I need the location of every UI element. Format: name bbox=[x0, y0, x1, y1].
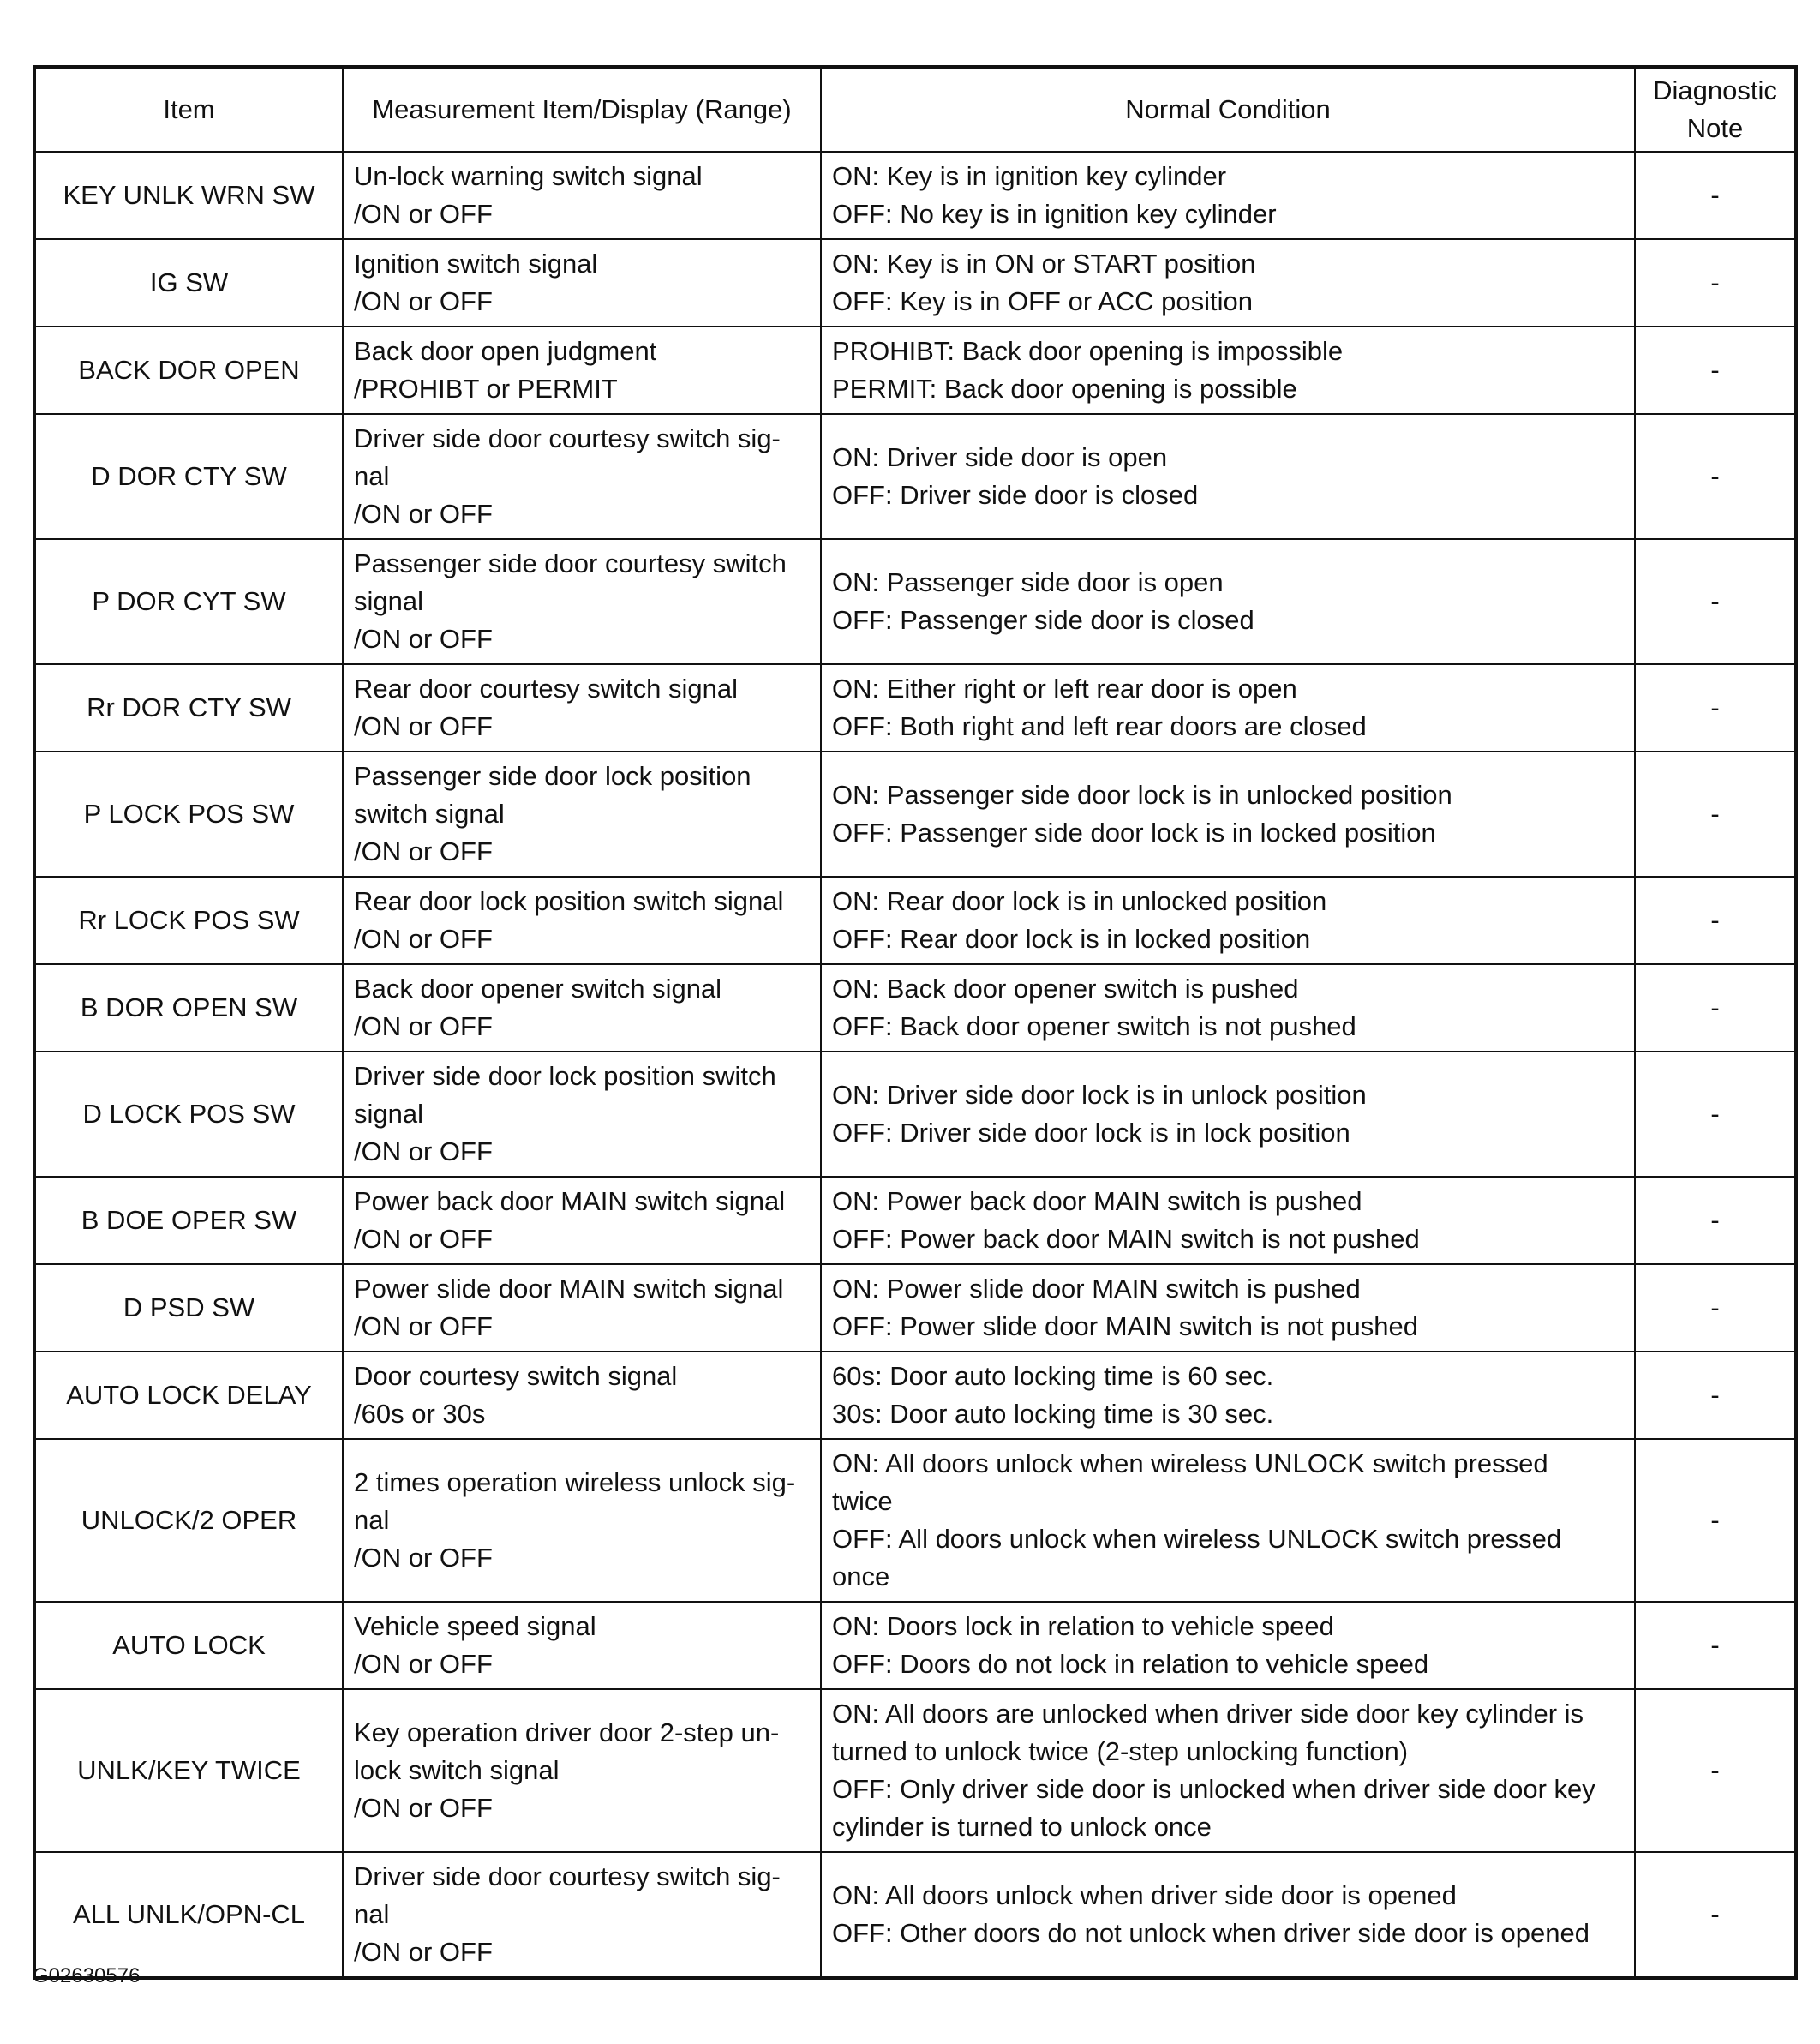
item-cell: UNLK/KEY TWICE bbox=[34, 1689, 343, 1852]
note-cell: - bbox=[1635, 414, 1796, 539]
condition-line: ON: Power slide door MAIN switch is pushed bbox=[832, 1274, 1361, 1304]
measurement-line: Un-lock warning switch signal bbox=[354, 161, 703, 191]
condition-cell bbox=[821, 877, 1635, 964]
measurement-line: lock switch signal bbox=[354, 1755, 560, 1785]
note-cell: - bbox=[1635, 877, 1796, 964]
table-row bbox=[34, 1352, 1796, 1439]
measurement-cell bbox=[343, 1689, 821, 1852]
condition-line: ON: All doors unlock when wireless UNLOCK switch pressed bbox=[832, 1448, 1548, 1478]
measurement-cell bbox=[343, 664, 821, 752]
header-note-line: Diagnostic bbox=[1653, 75, 1777, 105]
measurement-line: /ON or OFF bbox=[354, 924, 493, 954]
measurement-cell bbox=[343, 1852, 821, 1978]
header-condition: Normal Condition bbox=[821, 67, 1635, 152]
measurement-cell bbox=[343, 1602, 821, 1689]
measurement-line: signal bbox=[354, 1099, 423, 1129]
measurement-line: /ON or OFF bbox=[354, 624, 493, 654]
measurement-line: Vehicle speed signal bbox=[354, 1611, 596, 1641]
measurement-line: switch signal bbox=[354, 799, 505, 829]
condition-cell bbox=[821, 239, 1635, 327]
note-cell: - bbox=[1635, 1352, 1796, 1439]
condition-line: 30s: Door auto locking time is 30 sec. bbox=[832, 1399, 1274, 1429]
item-cell: B DOE OPER SW bbox=[34, 1177, 343, 1264]
note-cell: - bbox=[1635, 1439, 1796, 1602]
condition-line: OFF: All doors unlock when wireless UNLOCK switch pressed bbox=[832, 1524, 1562, 1554]
table-row bbox=[34, 964, 1796, 1052]
table-row bbox=[34, 1264, 1796, 1352]
table-row bbox=[34, 1602, 1796, 1689]
measurement-line: Back door open judgment bbox=[354, 336, 657, 366]
condition-line: ON: Rear door lock is in unlocked position bbox=[832, 886, 1327, 916]
measurement-line: nal bbox=[354, 461, 390, 491]
measurement-line: Driver side door courtesy switch sig- bbox=[354, 423, 781, 453]
measurement-line: /ON or OFF bbox=[354, 1937, 493, 1967]
measurement-line: Rear door lock position switch signal bbox=[354, 886, 784, 916]
measurement-line: /ON or OFF bbox=[354, 711, 493, 741]
condition-line: OFF: Rear door lock is in locked position bbox=[832, 924, 1311, 954]
note-cell: - bbox=[1635, 964, 1796, 1052]
header-item: Item bbox=[34, 67, 343, 152]
item-cell: D LOCK POS SW bbox=[34, 1052, 343, 1177]
condition-line: OFF: Doors do not lock in relation to vehicle speed bbox=[832, 1649, 1429, 1679]
note-cell: - bbox=[1635, 152, 1796, 239]
measurement-line: Passenger side door courtesy switch bbox=[354, 548, 787, 578]
condition-line: ON: Passenger side door lock is in unlocked position bbox=[832, 780, 1452, 810]
condition-line: OFF: Key is in OFF or ACC position bbox=[832, 286, 1253, 316]
measurement-line: /PROHIBT or PERMIT bbox=[354, 374, 618, 404]
measurement-line: /60s or 30s bbox=[354, 1399, 486, 1429]
condition-line: OFF: Driver side door is closed bbox=[832, 480, 1199, 510]
note-cell: - bbox=[1635, 1177, 1796, 1264]
measurement-line: signal bbox=[354, 586, 423, 616]
note-cell: - bbox=[1635, 239, 1796, 327]
table-row bbox=[34, 327, 1796, 414]
condition-cell bbox=[821, 414, 1635, 539]
measurement-line: Power back door MAIN switch signal bbox=[354, 1186, 786, 1216]
condition-line: OFF: Passenger side door lock is in locked position bbox=[832, 818, 1436, 848]
measurement-cell bbox=[343, 239, 821, 327]
table-row bbox=[34, 239, 1796, 327]
note-cell: - bbox=[1635, 1052, 1796, 1177]
measurement-cell bbox=[343, 152, 821, 239]
condition-cell bbox=[821, 1177, 1635, 1264]
measurement-line: nal bbox=[354, 1505, 390, 1535]
table-body bbox=[34, 152, 1796, 1978]
measurement-line: nal bbox=[354, 1899, 390, 1929]
table-row bbox=[34, 1689, 1796, 1852]
table-row bbox=[34, 1177, 1796, 1264]
header-note bbox=[1635, 67, 1796, 152]
note-cell: - bbox=[1635, 1264, 1796, 1352]
measurement-cell bbox=[343, 877, 821, 964]
measurement-line: Driver side door courtesy switch sig- bbox=[354, 1861, 781, 1891]
measurement-line: /ON or OFF bbox=[354, 199, 493, 229]
measurement-line: Power slide door MAIN switch signal bbox=[354, 1274, 784, 1304]
condition-line: ON: Power back door MAIN switch is pushed bbox=[832, 1186, 1362, 1216]
condition-line: once bbox=[832, 1561, 890, 1591]
condition-line: ON: Key is in ON or START position bbox=[832, 249, 1256, 279]
note-cell: - bbox=[1635, 752, 1796, 877]
table-row bbox=[34, 877, 1796, 964]
condition-line: OFF: Other doors do not unlock when driver side door is opened bbox=[832, 1918, 1590, 1948]
header-measurement: Measurement Item/Display (Range) bbox=[343, 67, 821, 152]
condition-line: ON: Passenger side door is open bbox=[832, 567, 1224, 597]
table-row bbox=[34, 539, 1796, 664]
condition-cell bbox=[821, 152, 1635, 239]
measurement-cell bbox=[343, 1177, 821, 1264]
condition-cell bbox=[821, 1352, 1635, 1439]
measurement-line: /ON or OFF bbox=[354, 286, 493, 316]
item-cell: UNLOCK/2 OPER bbox=[34, 1439, 343, 1602]
figure-code: G02630576 bbox=[33, 1964, 141, 1987]
measurement-line: /ON or OFF bbox=[354, 1649, 493, 1679]
item-cell: KEY UNLK WRN SW bbox=[34, 152, 343, 239]
condition-line: cylinder is turned to unlock once bbox=[832, 1812, 1212, 1842]
item-cell: Rr DOR CTY SW bbox=[34, 664, 343, 752]
condition-line: ON: Doors lock in relation to vehicle speed bbox=[832, 1611, 1334, 1641]
condition-cell bbox=[821, 539, 1635, 664]
note-cell: - bbox=[1635, 664, 1796, 752]
measurement-line: Passenger side door lock position bbox=[354, 761, 751, 791]
condition-line: PERMIT: Back door opening is possible bbox=[832, 374, 1297, 404]
table-row bbox=[34, 152, 1796, 239]
condition-cell bbox=[821, 1602, 1635, 1689]
measurement-cell bbox=[343, 1439, 821, 1602]
table-row bbox=[34, 414, 1796, 539]
table-row bbox=[34, 664, 1796, 752]
condition-line: PROHIBT: Back door opening is impossible bbox=[832, 336, 1344, 366]
condition-line: ON: Driver side door is open bbox=[832, 442, 1168, 472]
condition-line: OFF: Only driver side door is unlocked when driver side door key bbox=[832, 1774, 1595, 1804]
condition-cell bbox=[821, 1052, 1635, 1177]
condition-cell bbox=[821, 1852, 1635, 1978]
item-cell: BACK DOR OPEN bbox=[34, 327, 343, 414]
measurement-cell bbox=[343, 1264, 821, 1352]
measurement-line: /ON or OFF bbox=[354, 1311, 493, 1341]
condition-line: OFF: Back door opener switch is not pushed bbox=[832, 1011, 1356, 1041]
condition-line: twice bbox=[832, 1486, 893, 1516]
note-cell: - bbox=[1635, 539, 1796, 664]
header-note-line: Note bbox=[1686, 113, 1744, 143]
condition-line: OFF: No key is in ignition key cylinder bbox=[832, 199, 1277, 229]
measurement-line: Key operation driver door 2-step un- bbox=[354, 1717, 780, 1747]
table-row bbox=[34, 1439, 1796, 1602]
measurement-cell bbox=[343, 752, 821, 877]
condition-line: OFF: Power slide door MAIN switch is not pushed bbox=[832, 1311, 1418, 1341]
item-cell: AUTO LOCK DELAY bbox=[34, 1352, 343, 1439]
measurement-cell bbox=[343, 327, 821, 414]
condition-cell bbox=[821, 327, 1635, 414]
measurement-line: Door courtesy switch signal bbox=[354, 1361, 678, 1391]
condition-cell bbox=[821, 964, 1635, 1052]
measurement-line: Rear door courtesy switch signal bbox=[354, 674, 738, 704]
note-cell: - bbox=[1635, 1852, 1796, 1978]
measurement-line: /ON or OFF bbox=[354, 836, 493, 866]
item-cell: B DOR OPEN SW bbox=[34, 964, 343, 1052]
measurement-line: Back door opener switch signal bbox=[354, 974, 722, 1004]
condition-line: ON: All doors are unlocked when driver side door key cylinder is bbox=[832, 1699, 1584, 1729]
table-row bbox=[34, 1052, 1796, 1177]
condition-line: ON: Key is in ignition key cylinder bbox=[832, 161, 1227, 191]
item-cell: P DOR CYT SW bbox=[34, 539, 343, 664]
measurement-line: /ON or OFF bbox=[354, 1793, 493, 1823]
condition-line: ON: Back door opener switch is pushed bbox=[832, 974, 1299, 1004]
condition-cell bbox=[821, 1689, 1635, 1852]
table-row bbox=[34, 1852, 1796, 1978]
measurement-line: Driver side door lock position switch bbox=[354, 1061, 776, 1091]
measurement-line: /ON or OFF bbox=[354, 1224, 493, 1254]
diagnostic-table bbox=[33, 65, 1798, 1980]
table-header-row bbox=[34, 67, 1796, 152]
condition-cell bbox=[821, 664, 1635, 752]
item-cell: D DOR CTY SW bbox=[34, 414, 343, 539]
condition-cell bbox=[821, 752, 1635, 877]
measurement-line: /ON or OFF bbox=[354, 1136, 493, 1166]
condition-line: OFF: Both right and left rear doors are closed bbox=[832, 711, 1367, 741]
item-cell: P LOCK POS SW bbox=[34, 752, 343, 877]
item-cell: AUTO LOCK bbox=[34, 1602, 343, 1689]
measurement-line: /ON or OFF bbox=[354, 1011, 493, 1041]
measurement-cell bbox=[343, 964, 821, 1052]
condition-line: OFF: Power back door MAIN switch is not pushed bbox=[832, 1224, 1420, 1254]
measurement-line: /ON or OFF bbox=[354, 1543, 493, 1573]
item-cell: IG SW bbox=[34, 239, 343, 327]
condition-cell bbox=[821, 1439, 1635, 1602]
item-cell: D PSD SW bbox=[34, 1264, 343, 1352]
measurement-line: Ignition switch signal bbox=[354, 249, 598, 279]
condition-line: OFF: Driver side door lock is in lock position bbox=[832, 1118, 1350, 1148]
measurement-line: 2 times operation wireless unlock sig- bbox=[354, 1467, 796, 1497]
note-cell: - bbox=[1635, 1602, 1796, 1689]
condition-line: ON: All doors unlock when driver side door is opened bbox=[832, 1880, 1457, 1910]
condition-line: ON: Driver side door lock is in unlock position bbox=[832, 1080, 1367, 1110]
condition-line: ON: Either right or left rear door is open bbox=[832, 674, 1297, 704]
measurement-cell bbox=[343, 539, 821, 664]
measurement-cell bbox=[343, 1352, 821, 1439]
measurement-cell bbox=[343, 414, 821, 539]
condition-cell bbox=[821, 1264, 1635, 1352]
condition-line: turned to unlock twice (2-step unlocking function) bbox=[832, 1736, 1409, 1766]
item-cell: Rr LOCK POS SW bbox=[34, 877, 343, 964]
note-cell: - bbox=[1635, 327, 1796, 414]
measurement-cell bbox=[343, 1052, 821, 1177]
condition-line: OFF: Passenger side door is closed bbox=[832, 605, 1254, 635]
condition-line: 60s: Door auto locking time is 60 sec. bbox=[832, 1361, 1274, 1391]
note-cell: - bbox=[1635, 1689, 1796, 1852]
item-cell: ALL UNLK/OPN-CL bbox=[34, 1852, 343, 1978]
table-row bbox=[34, 752, 1796, 877]
measurement-line: /ON or OFF bbox=[354, 499, 493, 529]
